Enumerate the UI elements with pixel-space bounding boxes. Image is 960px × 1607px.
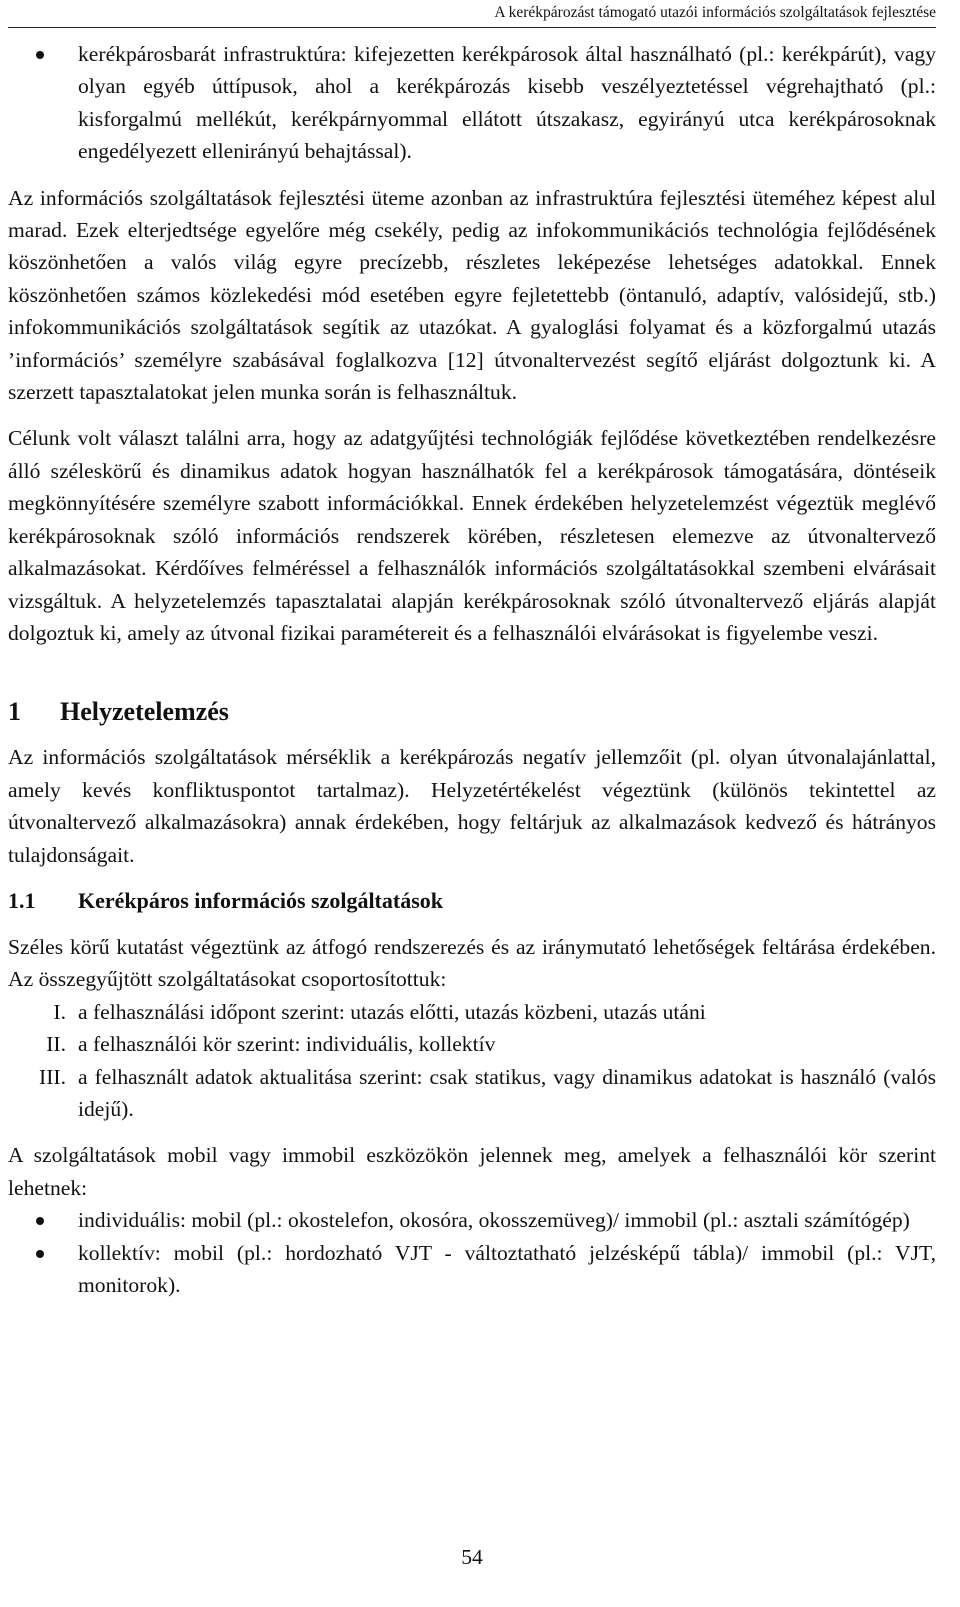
device-bullet-list bbox=[8, 1204, 936, 1301]
list-item bbox=[8, 1028, 936, 1060]
grouping-list bbox=[8, 996, 936, 1126]
section-number: 1 bbox=[8, 697, 21, 727]
bullet-icon bbox=[36, 51, 44, 59]
bullet-icon bbox=[36, 1250, 44, 1258]
bullet-text: individuális: mobil (pl.: okostelefon, okosóra, okosszemüveg)/ immobil (pl.: asztali számítógép) bbox=[78, 1208, 910, 1233]
list-item-text: a felhasználási időpont szerint: utazás előtti, utazás közbeni, utazás utáni bbox=[78, 999, 706, 1024]
section-heading bbox=[8, 695, 936, 729]
paragraph-goals: Célunk volt választ találni arra, hogy az adatgyűjtési technológiák fejlődése következtében rendelkezésre álló széleskörű és dinamikus adatok hogyan használhatók fel a kerékpárosok támogatására, döntéseik megkönnyítésére személyre szabott információkkal. Ennek érdekében helyzetelemzést végeztük meglévő kerékpárosoknak szóló információs rendszerek körében, részletesen elemezve az útvonaltervező alkalmazásokat. Kérdőíves felméréssel a felhasználók információs szolgáltatásokkal szembeni elvárásait vizsgáltuk. A helyzetelemzés tapasztalatai alapján kerékpárosoknak szóló útvonaltervező eljárás alapját dolgoztuk ki, amely az útvonal fizikai paramétereit és a felhasználói elvárásokat is figyelembe veszi. bbox=[8, 426, 936, 645]
list-item bbox=[8, 38, 936, 168]
intro-bullet-list bbox=[8, 38, 936, 168]
list-item bbox=[8, 1237, 936, 1302]
section-title: Helyzetelemzés bbox=[60, 697, 229, 727]
bullet-icon bbox=[36, 1217, 44, 1225]
subsection-number: 1.1 bbox=[8, 887, 36, 913]
paragraph-research: Széles körű kutatást végeztünk az átfogó rendszerezés és az iránymutató lehetőségek feltárása érdekében. Az összegyűjtött szolgáltatásokat csoportosítottuk: bbox=[8, 934, 936, 992]
bullet-text: kollektív: mobil (pl.: hordozható VJT - változtatható jelzésképű tábla)/ immobil (pl.: VJT, monitorok). bbox=[78, 1240, 936, 1297]
list-item bbox=[8, 1204, 936, 1236]
subsection-heading bbox=[8, 885, 936, 917]
list-item bbox=[8, 1061, 936, 1126]
page-number: 54 bbox=[461, 1545, 483, 1569]
list-numeral: I. bbox=[53, 999, 66, 1024]
list-item-text: a felhasználói kör szerint: individuális, kollektív bbox=[78, 1032, 496, 1057]
paragraph-situation-analysis: Az információs szolgáltatások mérséklik a kerékpározás negatív jellemzőit (pl. olyan útvonalajánlattal, amely kevés konfliktuspontot tartalmaz). Helyzetértékelést végeztünk (különös tekintettel az útvonaltervező alkalmazásokra) annak érdekében, hogy feltárjuk az alkalmazások kedvező és hátrányos tulajdonságait. bbox=[8, 745, 936, 867]
page-content bbox=[8, 38, 936, 1301]
bullet-text: kerékpárosbarát infrastruktúra: kifejezetten kerékpárosok által használható (pl.: kerékpárút), vagy olyan egyéb úttípusok, ahol a kerékpározás kisebb veszélyeztetéssel végrehajtható (pl.: kisforgalmú mellékút, kerékpárnyommal ellátott útszakasz, egyirányú utca kerékpárosoknak engedélyezett ellenirányú behajtással). bbox=[78, 42, 936, 164]
list-numeral: III. bbox=[39, 1064, 66, 1089]
list-item bbox=[8, 996, 936, 1028]
running-header: A kerékpározást támogató utazói információs szolgáltatások fejlesztése bbox=[8, 0, 936, 28]
paragraph-devices: A szolgáltatások mobil vagy immobil eszközökön jelennek meg, amelyek a felhasználói kör szerint lehetnek: bbox=[8, 1143, 936, 1200]
list-item-text: a felhasznált adatok aktualitása szerint: csak statikus, vagy dinamikus adatokat is használó (valós idejű). bbox=[78, 1064, 936, 1121]
subsection-title: Kerékpáros információs szolgáltatások bbox=[78, 887, 444, 913]
document-page bbox=[8, 0, 936, 1301]
paragraph-infrastructure-gap: Az információs szolgáltatások fejlesztési üteme azonban az infrastruktúra fejlesztési üteméhez képest alul marad. Ezek elterjedtsége egyelőre még csekély, pedig az infokommunikációs technológia fejlődésének köszönhetően a valós világ egyre precízebb, részletes leképezése lehetséges adatokkal. Ennek köszönhetően számos közlekedési mód esetében egyre fejletettebb (öntanuló, adaptív, valósidejű, stb.) infokommunikációs szolgáltatások segítik az utazókat. A gyaloglási folyamat és a közforgalmú utazás ’információs’ személyre szabásával foglalkozva [12] útvonaltervezést segítő eljárást dolgoztunk ki. A szerzett tapasztalatokat jelen munka során is felhasználtuk. bbox=[8, 185, 936, 405]
list-numeral: II. bbox=[46, 1032, 66, 1057]
